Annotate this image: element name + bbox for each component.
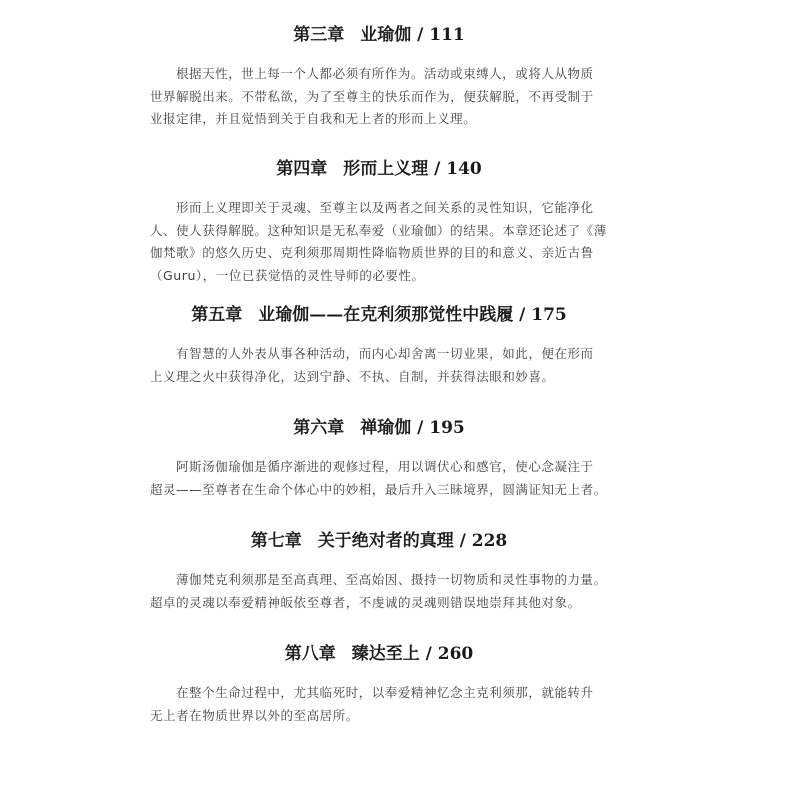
chapter-summary [150, 197, 620, 287]
chapter-summary [150, 456, 620, 501]
summary-line: 有智慧的人外表从事各种活动，而内心却舍离一切业果，如此，便在形而 [176, 346, 594, 361]
summary-line: 阿斯汤伽瑜伽是循序渐进的观修过程，用以调伏心和感官，使心念凝注于 [176, 459, 594, 474]
chapter-name: 臻达至上 [351, 644, 420, 664]
summary-line: 上义理之火中获得净化，达到宁静、不执、自制，并获得法眼和妙喜。 [150, 368, 555, 384]
chapter-summary [150, 569, 620, 614]
summary-line: 业报定律，并且觉悟到关于自我和无上者的形而上义理。 [150, 111, 477, 126]
chapter-summary [150, 343, 620, 388]
chapter-heading [0, 531, 758, 551]
chapter-number: 第三章 [293, 25, 345, 45]
chapter-heading [0, 305, 758, 325]
chapter-heading [0, 418, 758, 438]
chapter-name: 形而上义理 [343, 159, 429, 179]
chapter-name: 业瑜伽——在克利须那觉性中践履 [258, 305, 514, 325]
chapter-number: 第七章 [250, 531, 302, 551]
chapter-number: 第八章 [284, 644, 336, 664]
summary-line: 超卓的灵魂以奉爱精神皈依至尊者，不虔诚的灵魂则错误地崇拜其他对象。 [150, 594, 581, 610]
chapter-heading [0, 159, 758, 179]
summary-line: 无上者在物质世界以外的至高居所。 [150, 707, 359, 723]
chapter-number: 第四章 [276, 159, 328, 179]
chapter-heading [0, 644, 758, 664]
summary-line: 伽梵歌》的悠久历史、克利须那周期性降临物质世界的目的和意义、亲近古鲁 [150, 245, 594, 260]
chapter-page-number: / 195 [417, 418, 465, 438]
chapter-summary [150, 682, 620, 727]
chapter-number: 第五章 [191, 305, 243, 325]
summary-line: 在整个生命过程中，尤其临死时，以奉爱精神忆念主克利须那，就能转升 [176, 685, 594, 700]
summary-line: 人、使人获得解脱。这种知识是无私奉爱（业瑜伽）的结果。本章还论述了《薄 [150, 222, 607, 238]
summary-line: 超灵——至尊者在生命个体心中的妙相，最后升入三昧境界，圆满证知无上者。 [150, 481, 607, 497]
chapter-page-number: / 260 [425, 644, 474, 664]
chapter-name: 禅瑜伽 [360, 418, 412, 438]
chapter-page-number: / 228 [459, 531, 508, 551]
summary-line: 薄伽梵克利须那是至高真理、至高始因、摄持一切物质和灵性事物的力量。 [176, 572, 607, 587]
summary-line: 世界解脱出来。不带私欲，为了至尊主的快乐而作为，便获解脱，不再受制于 [150, 88, 594, 104]
chapter-name: 关于绝对者的真理 [317, 531, 454, 551]
summary-line: （Guru），一位已获觉悟的灵性导师的必要性。 [150, 267, 425, 283]
chapter-summary [150, 63, 620, 131]
summary-line: 根据天性，世上每一个人都必须有所作为。活动或束缚人，或将人从物质 [176, 66, 594, 81]
summary-line: 形而上义理即关于灵魂、至尊主以及两者之间关系的灵性知识，它能净化 [176, 200, 594, 215]
chapter-number: 第六章 [293, 418, 345, 438]
chapter-page-number: / 140 [434, 159, 482, 179]
chapter-name: 业瑜伽 [360, 25, 412, 45]
chapter-page-number: / 175 [519, 305, 567, 325]
chapter-heading [0, 25, 758, 45]
chapter-page-number: / 111 [417, 25, 465, 45]
